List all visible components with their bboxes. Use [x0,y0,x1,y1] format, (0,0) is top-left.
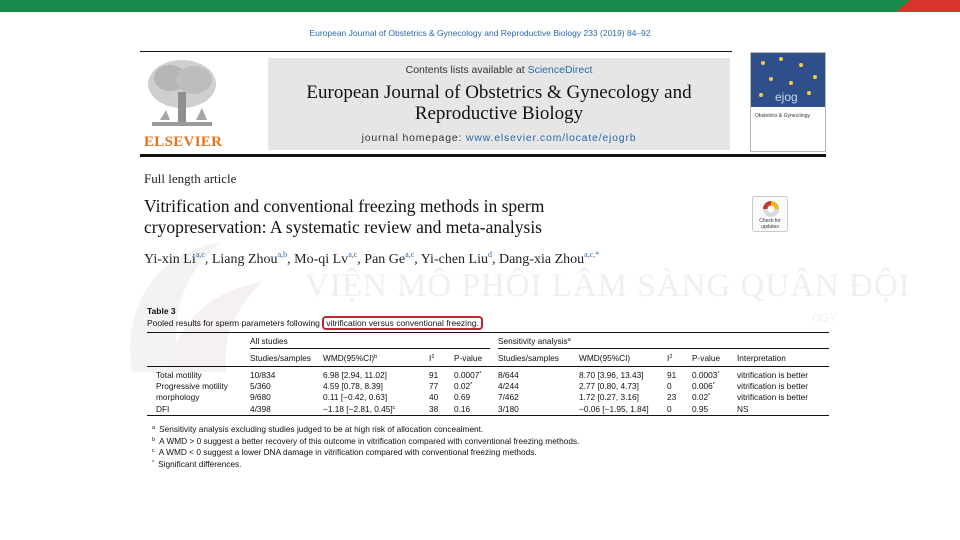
cell-interp [737,392,808,402]
cell-value: 40 [429,392,439,403]
author-affiliation[interactable]: a,c [405,250,415,259]
footnote [152,424,483,434]
cell-value: 8.70 [3.96, 13.43] [579,370,644,380]
author-affiliation[interactable]: a,b [277,250,288,259]
author-separator: , [414,252,421,267]
cell-i2-2 [667,381,672,391]
cell-param [156,370,202,380]
cover-artwork [751,53,825,107]
check-updates-line2: updates [761,223,779,230]
cell-interp [737,404,749,414]
footnote-mark: a [152,425,156,431]
cell-value: 0.16 [454,403,471,414]
cell-studies2 [498,370,519,380]
header-p: P-value [454,353,483,363]
cell-value: 2.77 [0.80, 4.73] [579,381,639,392]
cell-value: 4.59 [0.78, 8.39] [323,381,383,392]
cell-value: 77 [429,381,439,392]
author-affiliation[interactable]: d [487,250,492,259]
cell-p [454,392,470,402]
cell-value: vitrification is better [737,370,809,380]
contents-prefix: Contents lists available at [405,64,528,76]
article-type: Full length article [144,171,237,186]
group-all-studies: All studies [250,336,288,346]
cell-value: morphology [156,392,200,403]
cell-value: 0.0003 [692,370,718,380]
cell-value: 0.0007 [454,370,480,380]
cell-value: Total motility [156,370,202,380]
cell-wmd [323,392,387,402]
cell-i2-2 [667,404,672,414]
journal-title-line2: Reproductive Biology [414,103,584,124]
cell-value: 0.006 [692,381,713,392]
author-list [144,250,599,268]
author-separator: , [491,252,499,267]
cell-value: 0 [667,381,672,392]
cell-studies [250,370,275,380]
cell-value: 91 [429,370,439,380]
cell-value: DFI [156,403,170,414]
footnote-text: Significant differences. [158,458,242,469]
cell-p2 [692,381,715,391]
cell-value: 4/398 [250,403,271,414]
cell-i2 [429,370,438,380]
cell-p [454,404,470,414]
cell-i2 [429,404,438,414]
header-wmd2: WMD(95%CI) [579,353,631,363]
contents-line [268,64,730,76]
table-bottom-rule [147,415,829,416]
journal-citation[interactable]: European Journal of Obstetrics & Gynecology and Reproductive Biology 233 (2019) 84–92 [309,28,651,38]
journal-title [268,82,730,124]
header-studies2: Studies/samples [498,353,559,363]
cell-studies2 [498,381,519,391]
cell-footnote-mark: * [717,371,720,377]
cell-interp [737,370,808,380]
cell-value: 23 [667,392,677,403]
footnote [152,459,241,469]
table-caption-prefix: Pooled results for sperm parameters following [147,318,323,328]
cell-footnote-mark: * [712,382,715,389]
header-studies: Studies/samples [250,353,311,363]
watermark-text: VIỆN MÔ PHÔI LÂM SÀNG QUÂN ĐỘI [305,268,911,304]
cell-footnote-mark: * [708,393,711,400]
journal-header [140,52,826,156]
cell-param [156,381,228,391]
author-separator: , [204,252,212,267]
table-header-rule [147,366,829,367]
author-affiliation[interactable]: a,c,* [584,250,600,259]
cell-param [156,392,199,402]
check-updates-line1: Check for [759,218,781,224]
cell-studies2 [498,392,519,402]
author-name[interactable]: Dang-xia Zhou [498,252,585,267]
cell-studies [250,392,271,402]
cell-interp [737,381,808,391]
cell-studies [250,404,271,414]
top-color-band [0,0,960,12]
cell-value: 0 [667,403,672,414]
footnote [152,436,579,446]
author-separator: , [357,252,365,267]
homepage-prefix: journal homepage: [361,132,466,144]
cell-value: 0.02 [692,392,709,403]
cell-i2 [429,392,438,402]
cell-value: Progressive motility [156,381,228,392]
cell-value: 10/834 [250,370,276,380]
header-i2-sup: 2 [431,354,435,360]
cell-value: 91 [667,370,677,380]
watermark-subtext: OGY [812,312,837,324]
header-interpretation: Interpretation [737,353,786,363]
cell-value: 8/644 [498,370,519,380]
table-top-rule [147,332,829,333]
cell-value: vitrification is better [737,392,809,403]
table-caption [147,318,483,328]
cell-wmd2 [579,392,639,402]
group-sensitivity [498,336,571,346]
cell-value: 5/360 [250,381,271,392]
header-wmd-label: WMD(95%CI) [323,353,375,363]
author-name[interactable]: Liang Zhou [211,252,278,267]
cell-value: 0.02 [454,381,471,392]
elsevier-tree-icon [142,58,222,130]
elsevier-logo[interactable] [140,52,224,152]
author-affiliation[interactable]: a,c [195,250,205,259]
header-p2: P-value [692,353,721,363]
highlighted-caption: vitrification versus conventional freezing. [322,316,483,330]
group-sensitivity-label: Sensitivity analysis [498,336,568,346]
group-all-rule [250,348,490,349]
cover-logo-text: ejog [775,90,798,104]
sciencedirect-link[interactable]: ScienceDirect [527,64,593,76]
cell-wmd2 [579,370,644,380]
journal-homepage [268,132,730,144]
header-i2-2 [667,353,672,363]
cell-wmd2 [579,381,639,391]
cell-value: 6.98 [2.94, 11.02] [323,370,387,380]
check-updates-text [753,219,787,230]
cell-p [454,370,482,380]
cell-value: 38 [429,403,439,414]
cell-p [454,381,472,391]
cell-footnote-mark: * [470,382,473,389]
cell-p2 [692,404,708,414]
cover-caption: Obstetrics & Gynecology [755,113,811,119]
group-sens-rule [498,348,829,349]
cell-value: NS [737,403,749,414]
cell-param [156,404,169,414]
homepage-link[interactable]: www.elsevier.com/locate/ejogrb [465,132,637,144]
author-name[interactable]: Pan Ge [364,252,406,267]
cell-value: −1.18 [−2.81, 0.45] [323,403,393,414]
cell-value: 3/180 [498,403,519,414]
cell-value: −0.06 [−1.95, 1.84] [579,403,649,414]
cell-i2-2 [667,392,676,402]
cover-stars-icon [751,53,825,107]
cell-value: 0.11 [−0.42, 0.63] [323,392,388,403]
header-i2-label: I [429,353,432,363]
cell-wmd [323,370,387,380]
author-name[interactable]: Yi-xin Li [144,252,196,267]
cell-value: 0.69 [454,392,471,403]
author-name[interactable]: Yi-chen Liu [420,252,488,267]
cell-value: vitrification is better [737,381,809,392]
cell-footnote-mark: * [479,371,482,377]
footnote-mark: * [152,459,155,466]
journal-title-line1: European Journal of Obstetrics & Gynecology and [306,82,692,103]
cell-i2 [429,381,438,391]
header-i2 [429,353,434,363]
cell-wmd [323,404,395,414]
author-name[interactable]: Mo-qi Lv [294,252,349,267]
footnote [152,447,537,457]
group-sensitivity-sup: a [567,337,571,343]
cell-p2 [692,370,720,380]
cell-wmd [323,381,383,391]
footnote-text: A WMD > 0 suggest a better recovery of this outcome in vitrification compared with conventional freezing methods. [159,435,580,446]
cell-value: 9/680 [250,392,271,403]
journal-cover-thumbnail[interactable] [750,52,826,152]
check-updates-icon [753,197,789,219]
header-bottom-rule [140,154,826,157]
cell-value: 7/462 [498,392,519,403]
footnote-mark: b [152,436,156,443]
cell-p2 [692,392,710,402]
table-label: Table 3 [147,306,176,316]
author-affiliation[interactable]: a,c [348,250,358,259]
cell-value: 1.72 [0.27, 3.16] [579,392,639,403]
article-title [144,196,704,238]
author-separator: , [287,252,295,267]
header-i2-2-sup: 2 [669,354,673,360]
article-title-line2: cryopreservation: A systematic review and meta-analysis [144,217,542,237]
journal-header-box [268,58,730,150]
cell-value: 0.95 [692,403,709,414]
cell-value: 4/244 [498,381,519,392]
cell-studies [250,381,271,391]
elsevier-wordmark: ELSEVIER [144,134,223,150]
article-title-line1: Vitrification and conventional freezing methods in sperm [144,196,545,216]
header-i2-2-label: I [667,353,670,363]
cell-footnote-mark: c [392,404,396,411]
cell-wmd2 [579,404,649,414]
cell-i2-2 [667,370,676,380]
check-for-updates-badge[interactable] [752,196,788,232]
header-wmd-sup: b [374,354,378,360]
header-wmd [323,353,377,363]
footnote-text: Sensitivity analysis excluding studies judged to be at high risk of allocation concealment. [159,424,484,434]
footnote-text: A WMD < 0 suggest a lower DNA damage in vitrification compared with conventional freezing methods. [158,447,537,457]
cell-studies2 [498,404,519,414]
footnote-mark: c [152,448,155,454]
